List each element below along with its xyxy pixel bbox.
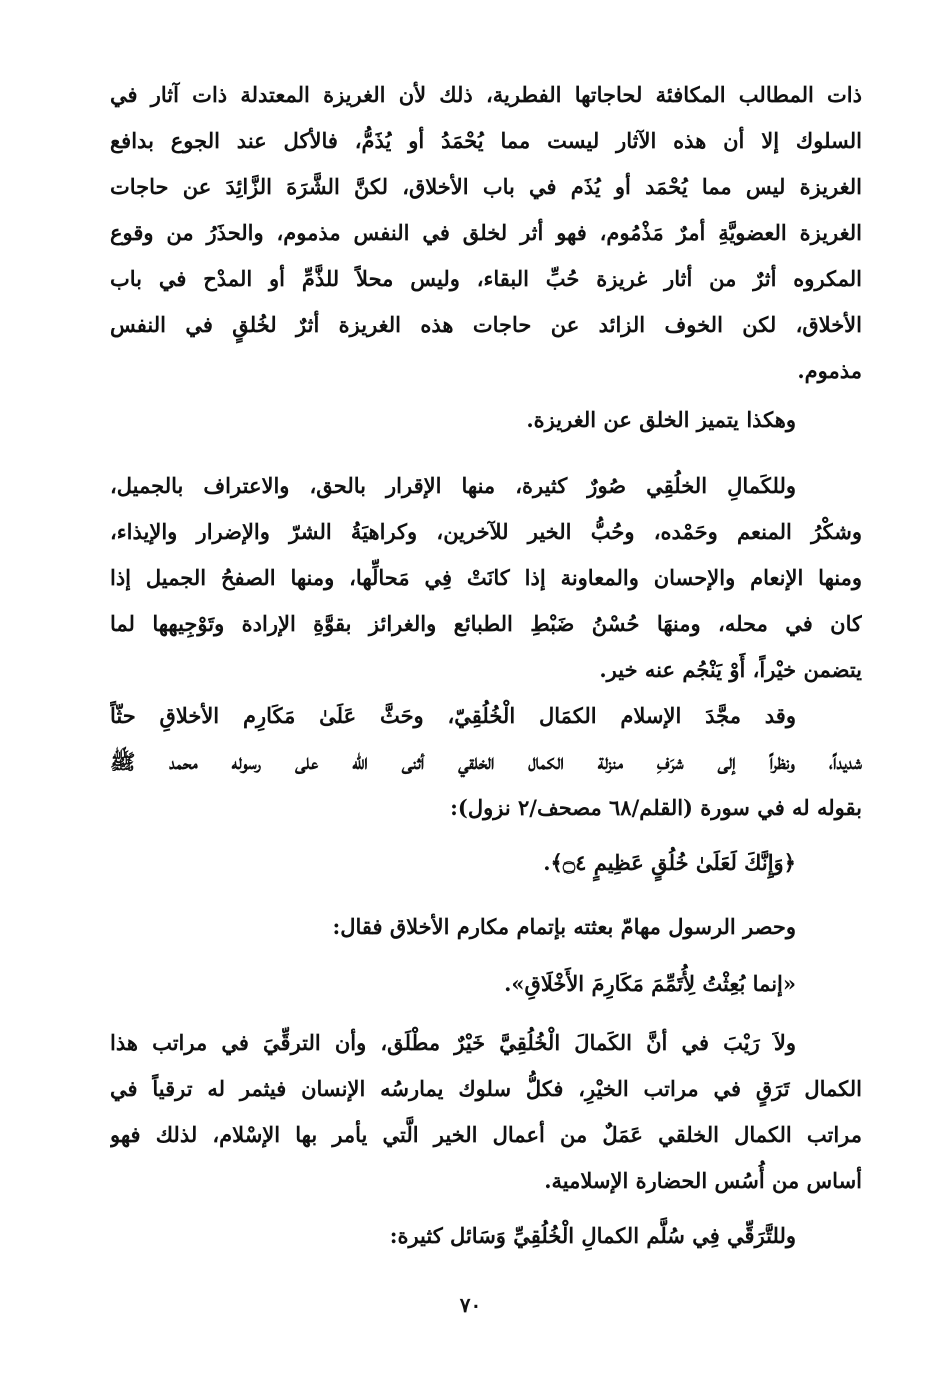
text-line: وحصر الرسول مهامّ بعثته بإتمام مكارم الأخلاق فقال:: [332, 914, 796, 939]
text-line: كان في محله، ومنهَا حُسْنُ ضَبْطِ الطبائع والغرائز بقوَّةِ الإرادة وتَوْجِيهها لما: [110, 611, 862, 636]
paragraph-7: [110, 1213, 862, 1259]
text-line: الأخلاق، لكن الخوف الزائد عن حاجات هذه الغريزة أثرٌ لخُلقٍ في النفس: [110, 312, 862, 337]
paragraph-6: [110, 1020, 862, 1204]
text-line: الغريزة ليس مما يُحْمَد أو يُذَم في باب الأخلاق، لكنَّ الشَّرَهَ الزَّائِدَ عن حاجات: [110, 174, 862, 199]
text-line: وشكْرُ المنعم وحَمْده، وحُبُّ الخير للآخرين، وكراهيَةُ الشرّ والإضرار والإيذاء،: [110, 519, 862, 544]
paragraph-3: [110, 463, 862, 693]
text-line: وهكذا يتميز الخلق عن الغريزة.: [526, 407, 796, 432]
text-line: بقوله له في سورة (القلم/٦٨ مصحف/٢ نزول):: [450, 795, 862, 820]
text-line: «إنما بُعِثْتُ لِأُتَمِّمَ مَكَارِمَ الأَخْلَاقِ».: [504, 971, 796, 996]
paragraph-4: [110, 693, 862, 831]
text-line: وللكَمالِ الخلُقِي صُورٌ كثيرة، منها الإقرار بالحق، والاعتراف بالجميل،: [110, 473, 796, 498]
text-line: ﴿وَإِنَّكَ لَعَلَىٰ خُلُقٍ عَظِيمٍ ۝٤﴾.: [543, 850, 796, 875]
text-line: ومنها الإنعام والإحسان والمعاونة إذا كانَتْ فِي مَحالِّها، ومنها الصفحُ الجميل إذا: [110, 565, 862, 590]
text-line: أساس من أُسُس الحضارة الإسلامية.: [544, 1168, 862, 1193]
text-line: الغريزة العضويَّةِ أمرٌ مَذْمُوم، فهو أثر لخلق في النفس مذموم، والحذَرُ من وقوع: [110, 220, 862, 245]
page-number: ٧٠: [459, 1293, 482, 1317]
paragraph-2: [110, 397, 862, 443]
text-line: ذات المطالب المكافئة لحاجاتها الفطرية، ذلك لأن الغريزة المعتدلة ذات آثار في: [110, 82, 862, 107]
text-line: وقد مجَّدَ الإسلام الكمَال الْخُلُقِيّ، وحَثَّ عَلَىٰ مَكَارِم الأخلاقِ حثّاً: [110, 703, 796, 728]
paragraph-5: [110, 904, 862, 950]
text-line: مراتب الكمال الخلقي عَمَلٌ من أعمال الخير الَّتي يأمر بها الإسْلام، لذلك فهو: [110, 1122, 862, 1147]
text-line: الكمال تَرَقٍ في مراتب الخيْرِ، فكلُّ سلوك يمارسُه الإنسان فيثمر له ترقياً في: [110, 1076, 862, 1101]
paragraph-1: [110, 72, 862, 394]
text-line: مذموم.: [797, 358, 862, 383]
text-line: شديداً، ونظراً إلى شرَفِ منزلة الكمال الخلقي أثنى الله على رسوله محمد ﷺ: [110, 749, 862, 774]
text-line: يتضمن خيْراً، أَوْ يَنْجُم عنه خير.: [599, 657, 862, 682]
text-line: المكروه أثرٌ من أثار غريزة حُبِّ البقاء، وليس محلاً للذَّمِّ أو المدْح في باب: [110, 266, 862, 291]
quran-verse: [110, 840, 862, 886]
text-line: ولاَ رَيْبَ في أنَّ الكَمالَ الْخُلُقِيَّ خَيْرٌ مطْلَق، وأن الترقِّيَ في مراتب هذا: [110, 1030, 796, 1055]
text-line: السلوك إلا أن هذه الآثار ليست مما يُحْمَدُ أو يُذَمُّ، فالأكل عند الجوع بدافع: [110, 128, 862, 153]
text-line: وللتَّرَقِّي فِي سُلَّم الكمالِ الْخُلُقِيِّ وَسَائل كثيرة:: [389, 1223, 796, 1248]
hadith-quote: [110, 961, 862, 1007]
